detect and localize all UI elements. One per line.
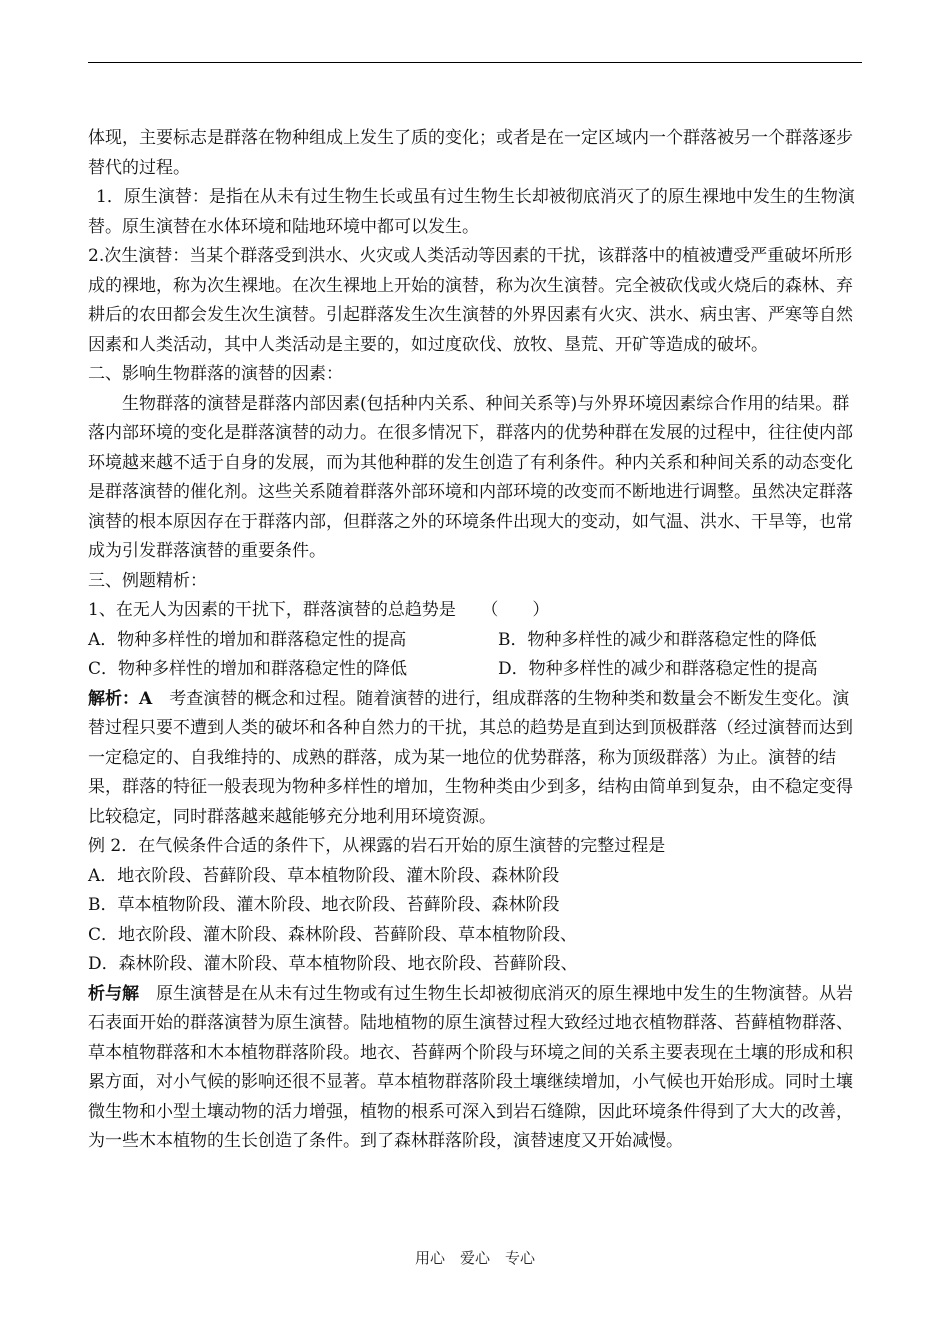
- question-1-option-a: A．物种多样性的增加和群落稳定性的提高: [88, 629, 407, 650]
- question-1-option-d: D．物种多样性的减少和群落稳定性的提高: [498, 659, 818, 679]
- question-1-option-c: C．物种多样性的增加和群落稳定性的降低: [88, 659, 408, 679]
- question-1-analysis: [88, 685, 864, 833]
- question-2-analysis: [88, 980, 864, 1157]
- question-2-option-b: B．草本植物阶段、灌木阶段、地衣阶段、苔藓阶段、森林阶段: [88, 895, 560, 915]
- paragraph-factors: 生物群落的演替是群落内部因素(包括种内关系、种间关系等)与外界环境因素综合作用的结果。群落内部环境的变化是群落演替的动力。在很多情况下，群落内的优势种群在发展的过程中，往往使内部环境越来越不适于自身的发展，而为其他种群的发生创造了有利条件。种内关系和种间关系的动态变化是群落演替的催化剂。这些关系随着群落外部环境和内部环境的改变而不断地进行调整。虽然决定群落演替的根本原因存在于群落内部，但群落之外的环境条件出现大的变动，如气温、洪水、干旱等，也常成为引发群落演替的重要条件。: [88, 393, 853, 561]
- question-2-answer-label: 析与解: [88, 983, 139, 1004]
- section-heading-examples: 三、例题精析：: [88, 570, 207, 591]
- document-body: [88, 124, 864, 1157]
- paragraph-continuation: 体现，主要标志是群落在物种组成上发生了质的变化；或者是在一定区域内一个群落被另一个群落逐步替代的过程。: [88, 128, 853, 178]
- question-1-answer-text: 考查演替的概念和过程。随着演替的进行，组成群落的生物种类和数量会不断发生变化。演替过程只要不遭到人类的破坏和各种自然力的干扰，其总的趋势是直到达到顶极群落（经过演替而达到一定稳定的、自我维持的、成熟的群落，成为某一地位的优势群落，称为顶级群落）为止。演替的结果，群落的特征一般表现为物种多样性的增加，生物种类由少到多，结构由简单到复杂，由不稳定变得比较稳定，同时群落越来越能够充分地利用环境资源。: [88, 688, 853, 827]
- question-2-stem: 例 2．在气候条件合适的条件下，从裸露的岩石开始的原生演替的完整过程是: [88, 836, 666, 856]
- question-1-stem: 1、在无人为因素的干扰下，群落演替的总趋势是 （ ）: [88, 600, 550, 620]
- section-heading-factors: 二、影响生物群落的演替的因素：: [88, 364, 343, 384]
- question-1-options-row-1: [88, 626, 864, 656]
- question-1-options-row-2: [88, 655, 864, 685]
- page-footer: 用心 爱心 专心: [414, 1249, 535, 1267]
- question-2-option-a: A．地衣阶段、苔藓阶段、草本植物阶段、灌木阶段、森林阶段: [88, 865, 560, 886]
- header-rule: [88, 62, 862, 63]
- question-2-answer-text: 原生演替是在从未有过生物或有过生物生长却被彻底消灭的原生裸地中发生的生物演替。从岩石表面开始的群落演替为原生演替。陆地植物的原生演替过程大致经过地衣植物群落、苔藓植物群落、草本植物群落和木本植物群落阶段。地衣、苔藓两个阶段与环境之间的关系主要表现在土壤的形成和积累方面，对小气候的影响还很不显著。草本植物群落阶段土壤继续增加，小气候也开始形成。同时土壤微生物和小型土壤动物的活力增强，植物的根系可深入到岩石缝隙，因此环境条件得到了大大的改善，为一些木本植物的生长创造了条件。到了森林群落阶段，演替速度又开始减慢。: [88, 983, 853, 1151]
- paragraph-primary-succession: 1．原生演替：是指在从未有过生物生长或虽有过生物生长却被彻底消灭了的原生裸地中发生的生物演替。原生演替在水体环境和陆地环境中都可以发生。: [88, 187, 855, 237]
- question-2-option-c: C．地衣阶段、灌木阶段、森林阶段、苔藓阶段、草本植物阶段、: [88, 924, 578, 945]
- question-1-option-b: B．物种多样性的减少和群落稳定性的降低: [498, 629, 817, 650]
- paragraph-secondary-succession: 2.次生演替：当某个群落受到洪水、火灾或人类活动等因素的干扰，该群落中的植被遭受严重破坏所形成的裸地，称为次生裸地。在次生裸地上开始的演替，称为次生演替。完全被砍伐或火烧后的森林、弃耕后的农田都会发生次生演替。引起群落发生次生演替的外界因素有火灾、洪水、病虫害、严寒等自然因素和人类活动，其中人类活动是主要的，如过度砍伐、放牧、垦荒、开矿等造成的破坏。: [88, 246, 853, 355]
- question-2-option-d: D．森林阶段、灌木阶段、草本植物阶段、地衣阶段、苔藓阶段、: [88, 954, 578, 974]
- question-1-answer-label: 解析：A: [88, 688, 153, 709]
